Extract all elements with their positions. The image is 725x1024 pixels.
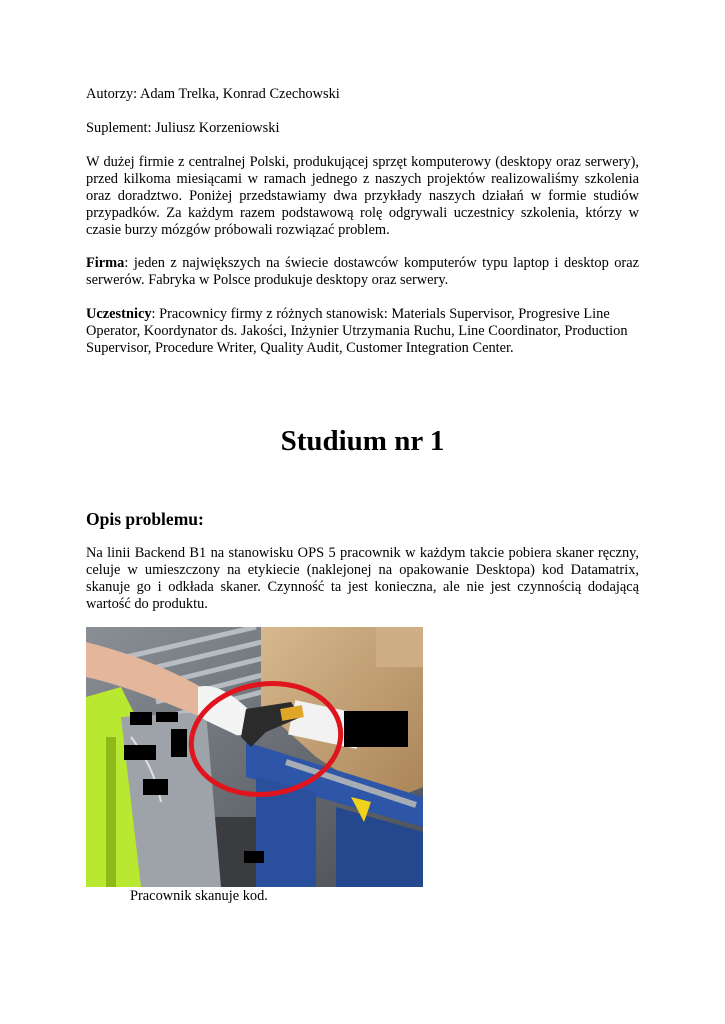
firma-paragraph [86,255,639,289]
scanner-photo [86,627,423,887]
supplement-line: Suplement: Juliusz Korzeniowski [86,120,280,136]
firma-text: : jeden z największych na świecie dostawców komputerów typu laptop i desktop oraz serwerów. Fabryka w Polsce produkuje desktopy oraz serwery. [86,255,639,288]
problem-heading: Opis problemu: [86,509,204,529]
uczestnicy-text: : Pracownicy firmy z różnych stanowisk: Materials Supervisor, Progresive Line Operator, Koordynator ds. Jakości, Inżynier Utrzymania Ruchu, Line Coordinator, Production Supervisor, Procedure Writer, Quality Audit, Customer Integration Center. [86,306,628,356]
study-title: Studium nr 1 [280,425,445,457]
firma-label: Firma [86,255,125,271]
uczestnicy-paragraph [86,306,639,357]
authors-line: Autorzy: Adam Trelka, Konrad Czechowski [86,86,340,102]
uczestnicy-label: Uczestnicy [86,306,152,322]
intro-paragraph: W dużej firmie z centralnej Polski, produkującej sprzęt komputerowy (desktopy oraz serwery), przed kilkoma miesiącami w ramach jednego z naszych projektów realizowaliśmy szkolenia oraz doradztwo. Poniżej przedstawiamy dwa przykłady naszych działań w formie studiów przypadków. Za każdym razem podstawową rolę odgrywali uczestnicy szkolenia, którzy w czasie burzy mózgów próbowali rozwiązać problem. [86,154,639,238]
problem-paragraph: Na linii Backend B1 na stanowisku OPS 5 pracownik w każdym takcie pobiera skaner ręczny, celuje w umieszczony na etykiecie (naklejonej na opakowanie Desktopa) kod Datamatrix, skanuje go i odkłada skaner. Czynność ta jest konieczna, ale nie jest czynnością dodającą wartość do produktu. [86,545,639,612]
photo-caption: Pracownik skanuje kod. [130,888,268,904]
